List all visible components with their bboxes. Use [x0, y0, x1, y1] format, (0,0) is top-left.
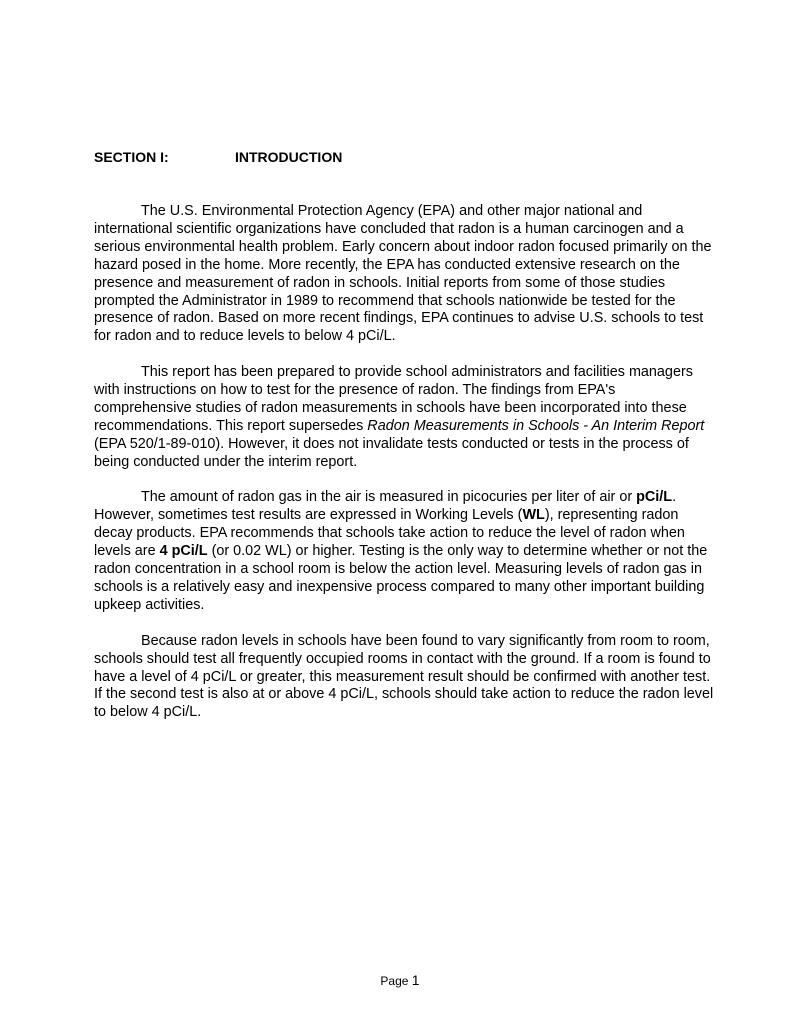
interim-report-title: Radon Measurements in Schools - An Interim Report [367, 417, 705, 434]
unit-pcil: pCi/L [636, 489, 673, 506]
paragraph-4-text: Because radon levels in schools have been found to vary significantly from room to room, schools should test all frequently occupied rooms in contact with the ground. If a room is found to have a level of 4 pCi/L or greater, this measurement result should be confirmed with another test. If the second test is also at or above 4 pCi/L, schools should take action to reduce the radon level to below 4 pCi/L. [94, 632, 714, 721]
action-level: 4 pCi/L [159, 543, 208, 560]
paragraph-2-text-b: (EPA 520/1-89-010). However, it does not invalidate tests conducted or tests in the process of being conducted under the interim report. [94, 435, 689, 470]
paragraph-3 [94, 489, 714, 614]
paragraph-3-text-d: (or 0.02 WL) or higher. Testing is the only way to determine whether or not the radon concentration in a school room is below the action level. Measuring levels of radon gas in schools is a relatively easy and inexpensive process compared to many other important building upkeep activities. [94, 543, 708, 613]
page-footer [0, 972, 800, 989]
page-number: 1 [411, 972, 420, 988]
section-title: INTRODUCTION [235, 149, 343, 165]
paragraph-4 [94, 633, 714, 723]
paragraph-3-text-b: . However, sometimes test results are expressed in Working Levels ( [94, 489, 677, 524]
page-label: Page [380, 974, 409, 988]
section-number: SECTION I: [94, 149, 169, 165]
paragraph-1-text: The U.S. Environmental Protection Agency (EPA) and other major national and international scientific organizations have concluded that radon is a human carcinogen and a serious environmental health problem. Early concern about indoor radon focused primarily on the hazard posed in the home. More recently, the EPA has conducted extensive research on the presence and measurement of radon in schools. Initial reports from some of those studies prompted the Administrator in 1989 to recommend that schools nationwide be tested for the presence of radon. Based on more recent findings, EPA continues to advise U.S. schools to test for radon and to reduce levels to below 4 pCi/L. [94, 203, 712, 345]
paragraph-3-text-c: ), representing radon decay products. EPA recommends that schools take action to reduce the level of radon when levels are [94, 507, 685, 560]
paragraph-2 [94, 364, 714, 471]
section-heading [94, 149, 342, 166]
body-text [94, 203, 714, 740]
paragraph-2-text-a: This report has been prepared to provide school administrators and facilities managers with instructions on how to test for the presence of radon. The findings from EPA's comprehensive studies of radon measurements in schools have been incorporated into these recommendations. This report supersedes [94, 364, 693, 434]
unit-wl: WL [522, 507, 545, 524]
paragraph-1 [94, 203, 714, 346]
paragraph-3-text-a: The amount of radon gas in the air is measured in picocuries per liter of air or [141, 489, 637, 506]
